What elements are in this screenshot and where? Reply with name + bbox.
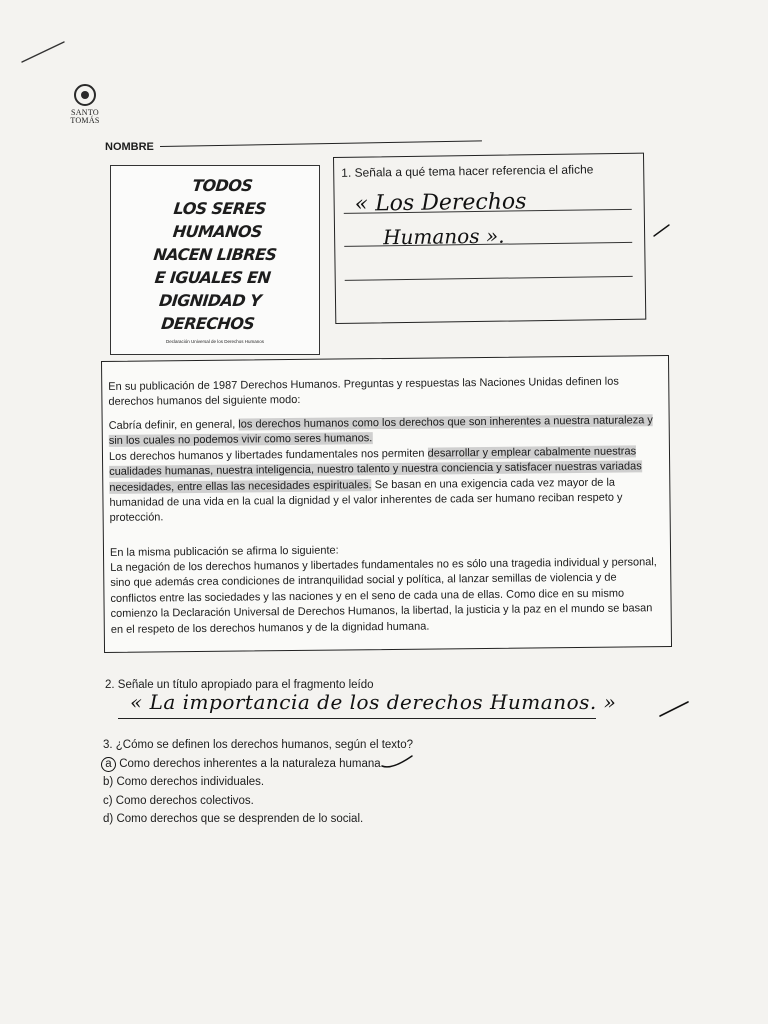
question-1-answer-line1: « Los Derechos [354, 189, 527, 217]
name-input-line[interactable] [160, 140, 482, 147]
poster-line: E IGUALES EN [153, 268, 272, 287]
poster-line: DIGNIDAD Y [158, 291, 263, 310]
answer-line[interactable] [345, 276, 633, 281]
question-3 [103, 736, 413, 829]
option-d[interactable]: d) Como derechos que se desprenden de lo social. [103, 813, 364, 825]
question-1-prompt: 1. Señala a qué tema hacer referencia el afiche [341, 162, 594, 180]
option-b[interactable]: b) Como derechos individuales. [103, 776, 265, 788]
question-1-answer-line2: Humanos ». [382, 223, 505, 250]
passage-paragraph-3: En la misma publicación se afirma lo siguiente: [109, 544, 339, 559]
poster-title [119, 174, 312, 335]
highlighted-text: los derechos humanos como los derechos que son inherentes a nuestra naturaleza y sin los cuales no podemos vivir como seres humanos. [108, 414, 653, 448]
answer-line[interactable] [118, 718, 596, 719]
passage-paragraph-1: Cabría definir, en general, los derechos humanos como los derechos que son inherentes a nuestra naturaleza y sin los cuales no podemos vivir como seres humanos. Los derechos humanos y libertades fundamentales nos permiten desarrollar y emplear cabalmente nuestras cualidades humanas, nuestra inteligencia, nuestro talento y nuestra conciencia y satisfacer nuestras variadas necesidades, entre ellas las necesidades espirituales. Se basan en una exigencia cada vez mayor de la humanidad de una vida en la cual la dignidad y el valor inherentes de cada ser humano reciban respeto y protección. [108, 414, 653, 525]
selected-option-circle: a [101, 757, 116, 772]
poster-caption: Declaración Universal de los Derechos Humanos [165, 339, 265, 344]
check-mark-icon [380, 752, 414, 772]
poster-line: NACEN LIBRES [152, 245, 278, 264]
question-1-box [333, 153, 646, 324]
name-label: NOMBRE [105, 141, 154, 153]
pen-stroke-mark [20, 36, 68, 66]
check-mark-icon [652, 222, 672, 240]
logo-seal-icon [74, 84, 96, 106]
passage-intro: En su publicación de 1987 Derechos Humanos. Preguntas y respuestas las Naciones Unidas definen los derechos humanos del siguiente modo: [108, 375, 619, 409]
option-a[interactable]: a Como derechos inherentes a la naturaleza humana [103, 755, 413, 774]
santo-tomas-logo [62, 84, 108, 125]
option-c[interactable]: c) Como derechos colectivos. [103, 794, 254, 807]
poster-line: LOS SERES [172, 199, 267, 218]
check-mark-icon [658, 698, 692, 720]
reading-passage-box [101, 355, 672, 653]
question-3-prompt: 3. ¿Cómo se definen los derechos humanos, según el texto? [103, 739, 414, 751]
poster-line: TODOS [191, 176, 254, 195]
passage-paragraph-4: La negación de los derechos humanos y libertades fundamentales no es sólo una tragedia individual y personal, sino que además crea condiciones de intranquilidad social y política, al lanzar semillas de violencia y de conflictos entre las sociedades y las naciones y en el seno de cada una de ellas. Como dice en su mismo comienzo la Declaración Universal de Derechos Humanos, la libertad, la justicia y la paz en el mundo se basan en el respeto de los derechos humanos y de la dignidad humana. [110, 556, 657, 636]
poster [110, 165, 320, 355]
poster-line: HUMANOS [171, 222, 263, 241]
poster-line: DERECHOS [160, 314, 256, 333]
highlighted-text: desarrollar y emplear cabalmente nuestras cualidades humanas, nuestra inteligencia, nuestro talento y nuestra conciencia y satisfacer nuestras variadas necesidades, entre ellas las necesidades espirituales. [109, 445, 642, 494]
question-2-answer: « La importancia de los derechos Humanos. » [130, 690, 617, 714]
question-2-prompt: 2. Señale un título apropiado para el fragmento leído [105, 679, 374, 691]
logo-text: SANTO TOMÁS [70, 108, 100, 125]
